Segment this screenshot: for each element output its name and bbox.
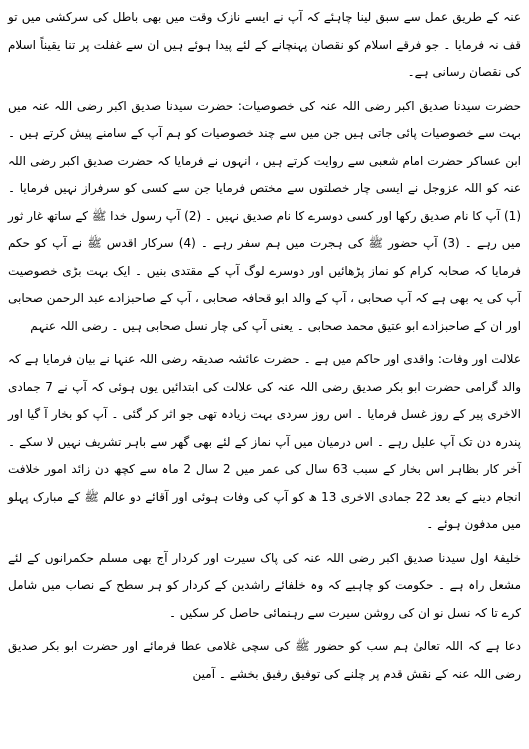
prayer-paragraph: دعا ہے کہ اللہ تعالیٰ ہم سب کو حضور ﷺ کی سچی غلامی عطا فرمائے اور حضرت ابو بکر صدیق رضی اللہ عنہ کے نقش قدم پر چلنے کی توفیق رفیق بخشے ۔ آمین <box>8 639 521 681</box>
virtues-paragraph: حضرت سیدنا صدیق اکبر رضی اللہ عنہ کی خصوصیات: حضرت سیدنا صدیق اکبر رضی اللہ عنہ میں بہت سے خصوصیات پائی جاتی ہیں جن میں سے چند خصوصیات کو ہم آپ کے سامنے پیش کرتے ہیں ۔ ابن عساکر حضرت امام شعبی سے روایت کرتے ہیں ، انہوں نے فرمایا کہ حضرت صدیق اکبر رضی اللہ عنہ کو اللہ عزوجل نے ایسی چار خصلتوں سے مختص فرمایا جن سے کسی کو سرفراز نہیں فرمایا ۔ (1) آپ کا نام صدیق رکھا اور کسی دوسرے کا نام صدیق نہیں ۔ (2) آپ رسول خدا ﷺ کے ساتھ غار ثور میں رہے ۔ (3) آپ حضور ﷺ کی ہجرت میں ہم سفر رہے ۔ (4) سرکار اقدس ﷺ نے آپ کو حکم فرمایا کہ صحابہ کرام کو نماز پڑھائیں اور دوسرے لوگ آپ کے مقتدی بنیں ۔ ایک بہت بڑی خصوصیت آپ کی یہ بھی ہے کہ آپ صحابی ، آپ کے والد ابو قحافہ صحابی ، آپ کے صاحبزادے عبد الرحمن صحابی اور ان کے صاحبزادے ابو عتیق محمد صحابی ۔ یعنی آپ کی چار نسل صحابی ہیں ۔ رضی اللہ عنہم <box>8 98 521 333</box>
conclusion-paragraph: خلیفۂ اول سیدنا صدیق اکبر رضی اللہ عنہ کی پاک سیرت اور کردار آج بھی مسلم حکمرانوں کے لئے مشعل راہ ہے ۔ حکومت کو چاہیے کہ وہ خلفائے راشدین کے کردار کو ہر سطح کے نصاب میں شامل کرے تا کہ نسل نو ان کی روشن سیرت سے رہنمائی حاصل کر سکیں ۔ <box>8 550 521 620</box>
illness-death-paragraph: علالت اور وفات: واقدی اور حاکم میں ہے ۔ حضرت عائشہ صدیقہ رضی اللہ عنہا نے بیان فرمایا ہے کہ والد گرامی حضرت ابو بکر صدیق رضی اللہ عنہ کی علالت کی ابتدائیں یوں ہوئی کہ آپ نے 7 جمادی الاخری پیر کے روز غسل فرمایا ۔ اس روز سردی بہت زیادہ تھی جو اثر کر گئی ۔ آپ کو بخار آ گیا اور پندرہ دن تک آپ علیل رہے ۔ اس درمیان میں آپ نماز کے لئے بھی گھر سے باہر تشریف نہیں لا سکے ۔ آخر کار بظاہر اس بخار کے سبب 63 سال کی عمر میں 2 سال 2 ماہ سے کچھ دن زائد امور خلافت انجام دینے کے بعد 22 جمادی الاخری 13 ھ کو آپ کی وفات ہوئی اور آقائے دو عالم ﷺ کے مبارک پہلو میں مدفون ہوئے ۔ <box>8 352 522 531</box>
intro-paragraph: عنہ کے طریق عمل سے سبق لینا چاہئے کہ آپ نے ایسے نازک وقت میں بھی باطل کی سرکشی میں تو قف نہ فرمایا ۔ جو فرقے اسلام کو نقصان پہنچانے کے لئے پیدا ہوئے ہیں ان سے غفلت پر تنا یقیناً اسلام کی نقصان رسانی ہے۔ <box>8 10 521 79</box>
